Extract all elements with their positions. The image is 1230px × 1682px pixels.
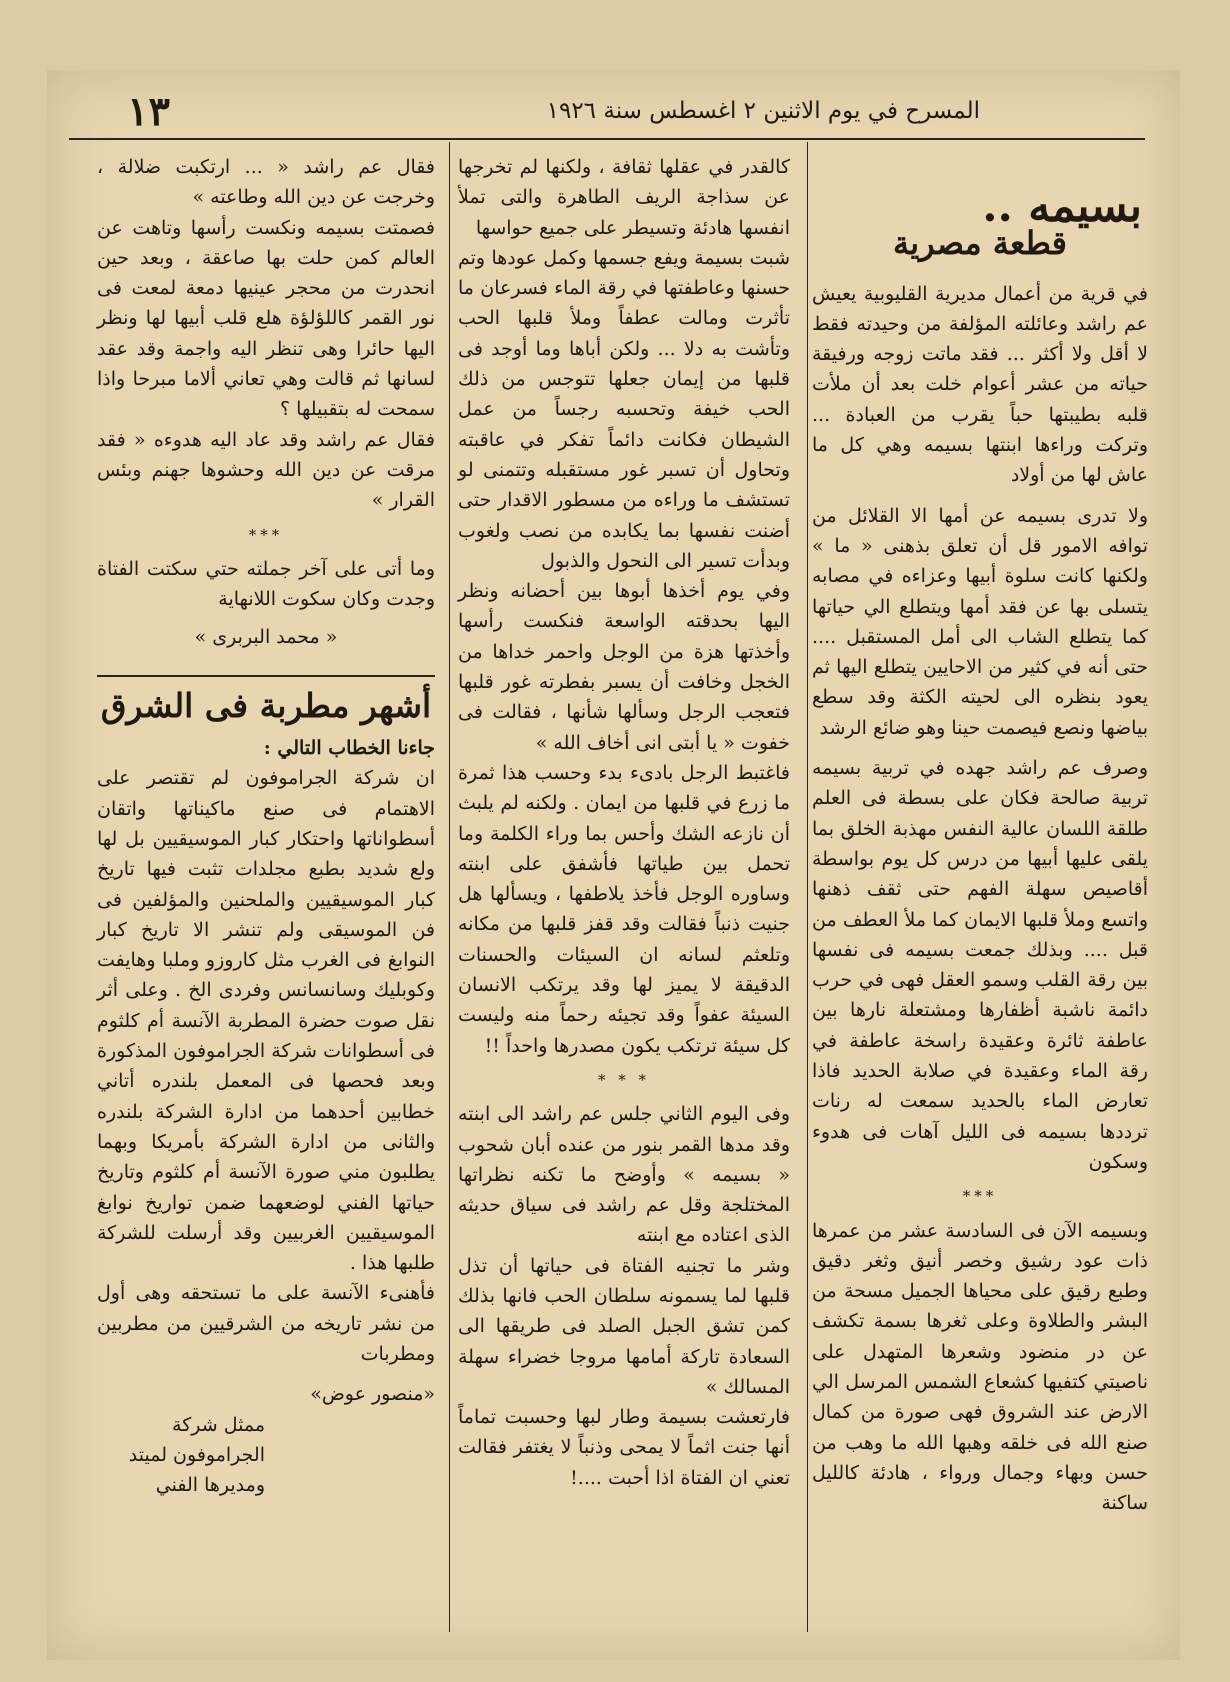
paragraph: وفي يوم أخذها أبوها بين أحضانه ونظر اليها بحدقته الواسعة فنكست رأسها وأخذتها هزة من الوجل واحمر خداها من الخجل وخافت أن يسبر بفطرته غور قلبها فتعجب الرجل وسألها شأنها ، فقالت فى خفوت « يا أبتى انى أخاف الله »: [458, 580, 790, 754]
page-number: ١٣: [127, 88, 170, 135]
letter-sender-role: ممثل شركة الجراموفون لميتد: [128, 1413, 265, 1466]
article-intro: جاءنا الخطاب التالي :: [263, 737, 435, 760]
paragraph: في قرية من أعمال مديرية القليوبية يعيش عم راشد وعائلته المؤلفة من وحيدته فقط لا أقل ولا أكثر ... فقد ماتت زوجه ورفيقة حياته من عشر أعوام خلت بعد أن ملأت قلبه بطيبتها حباً يقرب من العبادة ... وتركت وراءها ابنتها بسيمه وهي كل ما عاش لها من أولاد: [812, 282, 1148, 487]
page-header: [47, 88, 1180, 138]
paragraph: شبت بسيمة ويفع جسمها وكمل عودها وتم حسنها وعاطفتها في رقة الماء فسرعان ما تأثرت ومالت عطفاً وملأ قلبها الحب وتأشت به دلا ... ولكن أباها وما أوجد فى قلبها من إيمان جعلها تتوجس من ذلك الحب خيفة وتحسبه رجساً من عمل الشيطان فكانت دائماً تفكر في عاقبته وتحاول أن تسبر غور مستقبله وتتمنى لو تستشف ما وراءه من مسطور الاقدار حتى أضنت نفسها بما يكابده من نصب ولغوب وبدأت تسير الى النحول والذبول: [458, 246, 790, 572]
paragraph: وبسيمه الآن فى السادسة عشر من عمرها ذات عود رشيق وخصر أنيق وثغر دقيق وطبع رقيق على محياها الجميل مسحة من البشر والطلاوة وعلى ثغرها بسمة تكشف عن در منضود وشعرها المتهدل على ناصيتي كتفيها كشعاع الشمس المرسل الي الارض عند الشروق فهى صورة من كمال صنع الله فى خلقه وهبها الله ما وهب من حسن وبهاء وجمال ورواء ، هادئة كالليل ساكنة: [812, 1219, 1148, 1515]
letter-sender-name: «منصور عوض»: [310, 1383, 435, 1406]
running-head: المسرح في يوم الاثنين ٢ اغسطس سنة ١٩٢٦: [546, 98, 980, 124]
column-middle: [458, 152, 790, 1493]
author-signature: « محمد البربرى »: [194, 626, 338, 649]
story-subtitle: قطعة مصرية: [893, 224, 1067, 263]
letter-sender-role: ومديرها الفني: [155, 1474, 265, 1497]
paragraph: فصمتت بسيمه ونكست رأسها وتاهت عن العالم كمن حلت بها صاعقة ، وبعد حين انحدرت من محجر عينيها دمعة لمعت فى نور القمر كاللؤلؤة هلع قلب أبيها لها ونظر اليها حائرا وهى تنظر اليه واجمة وقد عقد لسانها ثم قالت وهي تعاني ألاما مبرحا واذا سمحت له بتقبيلها ؟: [97, 216, 435, 421]
paragraph: فأهنىء الآنسة على ما تستحقه وهى أول من نشر تاريخه من الشرقيين من مطربين ومطربات: [97, 1282, 435, 1365]
paragraph: فقال عم راشد وقد عاد اليه هدوءه « فقد مرقت عن دين الله وحشوها جهنم وبئس القرار »: [97, 428, 435, 512]
column-rule-left: [449, 142, 450, 1632]
paragraph: فقال عم راشد « ... ارتكبت ضلالة ، وخرجت عن دين الله وطاعته »: [97, 156, 435, 209]
header-rule: [69, 138, 1145, 140]
section-stars: ***: [248, 525, 284, 544]
section-stars: ***: [962, 1187, 998, 1206]
paragraph: وما أتى على آخر جملته حتي سكتت الفتاة وجدت وكان سكوت اللانهاية: [97, 557, 435, 611]
paragraph: ان شركة الجراموفون لم تقتصر على الاهتمام فى صنع ماكيناتها واتقان أسطواناتها واحتكار كبار الموسيقيين بل لها ولع شديد بطبع مجلدات تثبت فيها تاريخ كبار الموسيقيين والملحنين والمؤلفين فى فن الموسيقى ولم تنشر الا تاريخ كبار النوابغ فى الغرب مثل كاروزو وملبا وهايفت وكوبليك وسانسانس وفردى الخ . وعلى أثر نقل صوت حضرة المطربة الآنسة أم كلثوم فى أسطوانات شركة الجراموفون المذكورة وبعد فحصها فى المعمل بلندره أتاني خطابين أحدهما من ادارة الشركة بلندره والثانى من ادارة الشركة بأمريكا وبهما يطلبون مني صورة الآنسة أم كلثوم وتاريخ حياتها الفني لوضعهما ضمن تواريخ نوابغ الموسيقيين الغربيين وقد أرسلت للشركة طلبها هذا .: [97, 767, 435, 1275]
paragraph: وفى اليوم الثاني جلس عم راشد الى ابنته وقد مدها القمر بنور من عنده أبان شحوب « بسيمه » وأوضح ما تكنه نظراتها المختلجة وقل عم راشد فى سياق حديثه الذى اعتاده مع ابنته: [458, 1103, 790, 1247]
column-left: [97, 152, 435, 1500]
paragraph: وشر ما تجنيه الفتاة فى حياتها أن تذل قلبها لما يسمونه سلطان الحب فانها بذلك كمن تشق الجبل الصلد فى طريقها الى السعادة تاركة أمامها مروجا خضراء سهلة المسالك »: [458, 1254, 790, 1398]
paragraph: ولا تدرى بسيمه عن أمها الا القلائل من توافه الامور قل أن تعلق بذهنى « ما » ولكنها كانت سلوة أبيها وعزاءه في مصابه يتسلى بها عن فقد أمها ويتطلع الي حياتها كما يتطلع الشاب الى أمل المستقبل .... حتى أنه في كثير من الاحايين يتطلع اليها ثم يعود بنظره الى لحيته الكثة وقد سطع بياضها ونصع فيصمت حينا وهو ضائع الرشد: [812, 504, 1148, 739]
paragraph: فاغتبط الرجل بادىء بدء وحسب هذا ثمرة ما زرع في قلبها من ايمان . ولكنه لم يلبث أن نازعه الشك وأحس بما وراء الكلمة وما تحمل بين طياتها فأشفق على ابنته وساوره الوجل فأخذ يلاطفها ، ويسألها هل جنيت ذنباً فقالت وقد قفز قلبها من مكانه وتلعثم لسانه ان السيئات والحسنات الدقيقة لا يميز لها وقد يرتكب الانسان السيئة عفواً وقد تجيئه رحماً منه وليست كل سيئة ترتكب يكون مصدرها واحداً !!: [458, 761, 790, 1057]
newspaper-page: [47, 70, 1180, 1660]
article-title: أشهر مطربة فى الشرق: [100, 685, 432, 725]
column-rule-right: [807, 142, 808, 1632]
story-title: بسيمه ..: [982, 181, 1142, 232]
section-stars: * * *: [597, 1070, 651, 1089]
section-divider: [97, 675, 435, 677]
paragraph: فارتعشت بسيمة وطار لبها وحسبت تماماً أنها جنت اثماً لا يمحى وذنباً لا يغتفر فقالت تعني ان الفتاة اذا أحبت ....!: [458, 1406, 790, 1489]
column-right: [812, 152, 1148, 1518]
paragraph: كالقدر في عقلها ثقافة ، ولكنها لم تخرجها عن سذاجة الريف الطاهرة والتى تملأ انفسها هادئة وتسيطر على جميع حواسها: [458, 156, 790, 239]
paragraph: وصرف عم راشد جهده في تربية بسيمه تربية صالحة فكان على بسطة فى العلم طلقة اللسان عالية النفس مهذبة الخلق بما يلقى عليها أبيها من درس كل يوم بواسطة أقاصيص سهلة الفهم حتى ثقف ذهنها واتسع وملأ قلبها الايمان كما ملأ العطف من قبل .... وبذلك جمعت بسيمه فى نفسها بين رقة القلب وسمو العقل فهى في حرب دائمة ناشبة أظفارها ومشتعلة نارها بين عاطفة ثائرة وعقيدة راسخة عاطفة في رقة الماء وعقيدة في صلابة الحديد فاذا تعارض الماء بالحديد سمعت له رنات ترددها بسيمه فى الليل آهات فى هدوء وسكون: [812, 757, 1148, 1173]
